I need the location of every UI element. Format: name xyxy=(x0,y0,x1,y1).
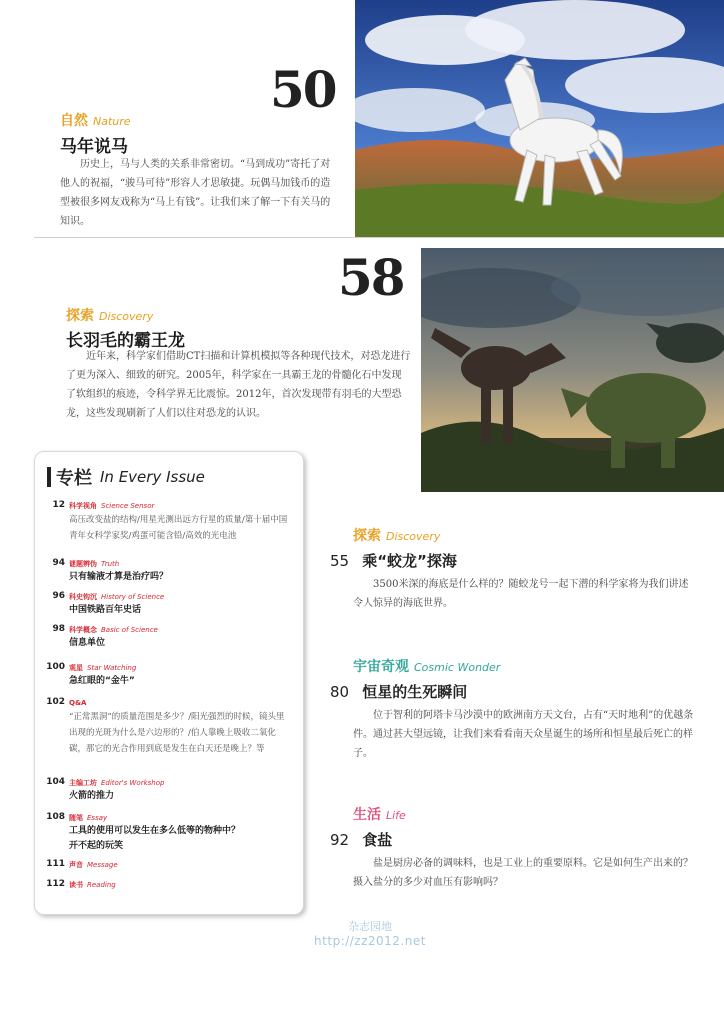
column-item-page: 108 xyxy=(46,812,65,822)
column-item-title: 开不起的玩笑 xyxy=(69,841,124,851)
column-item-section: Q&A xyxy=(69,699,87,707)
column-item-section: 主编工坊 Editor's Workshop xyxy=(69,779,165,787)
column-item-title: 急红眼的“金牛” xyxy=(69,676,135,686)
watermark-line2: http://zz2012.net xyxy=(314,934,426,948)
column-header-bar xyxy=(47,467,51,487)
right-item-title: 乘“蛟龙”探海 xyxy=(362,552,457,570)
feature2-title[interactable]: 长羽毛的霸王龙 xyxy=(66,331,185,351)
feature2-category-en: Discovery xyxy=(99,310,154,323)
column-item-title: 只有输液才算是治疗吗？ xyxy=(69,572,169,582)
column-item[interactable] xyxy=(35,812,303,859)
column-item-title: 工具的使用可以发生在多么低等的物种中？ xyxy=(69,826,241,836)
column-item-section: 科学概念 Basic of Science xyxy=(69,626,158,634)
column-item-page: 102 xyxy=(46,697,65,707)
column-header xyxy=(47,464,205,490)
feature2-category xyxy=(66,305,153,325)
column-item-section: 科史钩沉 History of Science xyxy=(69,593,165,601)
right-item-92[interactable] xyxy=(330,804,700,892)
right-item-page: 92 xyxy=(330,831,350,849)
right-item-category: 宇宙奇观 Cosmic Wonder xyxy=(353,659,501,675)
column-item-section: 谜题辨伪 Truth xyxy=(69,560,120,568)
column-item-section: 观星 Star Watching xyxy=(69,664,137,672)
right-item-summary: 位于智利的阿塔卡马沙漠中的欧洲南方天文台，占有“天时地利”的优越条件。通过甚大望远镜，让我们来看看南天众星诞生的场所和恒星最后死亡的样子。 xyxy=(353,710,694,759)
column-item-title: 信息单位 xyxy=(69,638,106,648)
right-item-category: 生活 Life xyxy=(353,807,406,823)
feature2-summary: 近年来，科学家们借助CT扫描和计算机模拟等各种现代技术，对恐龙进行了更为深入、细致的研究。2005年，科学家在一具霸王龙的骨髓化石中发现了软组织的痕迹，令科学界无比震惊。2012年，首次发现带有羽毛的大型恐龙，这些发现刷新了人们以往对恐龙的认识。 xyxy=(66,351,411,419)
feature1-title[interactable]: 马年说马 xyxy=(60,137,128,157)
watermark xyxy=(295,920,445,949)
column-item[interactable] xyxy=(35,662,303,697)
column-title-en: In Every Issue xyxy=(100,468,205,486)
column-item-text: “正常黑洞”的质量范围是多少？/阳光强烈的时候，镜头里出现的光斑为什么是六边形的？/伯人靠晚上吸收二氧化碳，那它的光合作用到底是发生在白天还是晚上？等 xyxy=(69,712,285,754)
column-item-page: 111 xyxy=(46,859,65,869)
right-item-summary: 盐是厨房必备的调味料，也是工业上的重要原料。它是如何生产出来的？摄入盐分的多少对血压有影响吗？ xyxy=(353,858,693,888)
right-item-heading xyxy=(330,681,700,702)
column-item[interactable] xyxy=(35,591,303,624)
dinosaur-photo xyxy=(421,248,724,492)
column-item-page: 96 xyxy=(52,591,65,601)
column-item[interactable] xyxy=(35,879,303,899)
column-item-section: 随笔 Essay xyxy=(69,814,108,822)
column-item-page: 12 xyxy=(52,500,65,510)
column-item-page: 104 xyxy=(46,777,65,787)
column-item-section: 声音 Message xyxy=(69,861,118,869)
right-item-summary: 3500米深的海底是什么样的？随蛟龙号一起下潜的科学家将为我们讲述令人惊异的海底世界。 xyxy=(353,579,689,609)
feature1-page-number: 50 xyxy=(270,60,336,119)
column-item-page: 112 xyxy=(46,879,65,889)
watermark-line1: 杂志园地 xyxy=(348,920,392,933)
column-item-page: 98 xyxy=(52,624,65,634)
horse-photo xyxy=(355,0,724,237)
section-divider xyxy=(34,237,724,238)
column-item[interactable] xyxy=(35,859,303,879)
right-item-title: 恒星的生死瞬间 xyxy=(362,683,468,701)
column-title-zh: 专栏 xyxy=(56,468,92,489)
dinosaur-illustration xyxy=(421,248,724,492)
column-item[interactable] xyxy=(35,697,303,777)
column-item[interactable] xyxy=(35,624,303,662)
column-item[interactable] xyxy=(35,500,303,558)
feature2-category-zh: 探索 xyxy=(66,308,94,324)
feature1-category xyxy=(60,110,131,130)
right-item-80[interactable] xyxy=(330,656,700,763)
feature1-category-zh: 自然 xyxy=(60,113,88,129)
right-item-heading xyxy=(330,829,700,850)
column-item-text: 高压改变盐的结构/用星光测出远方行星的质量/第十届中国青年女科学家奖/鸡蛋可能含铅/高效的光电池 xyxy=(69,515,288,541)
horse-illustration xyxy=(355,0,724,237)
column-list xyxy=(35,500,303,899)
column-item-title: 中国铁路百年史话 xyxy=(69,605,142,615)
right-item-title: 食盐 xyxy=(362,831,393,849)
column-item-page: 94 xyxy=(52,558,65,568)
right-item-55[interactable] xyxy=(330,525,700,613)
feature2-page-number: 58 xyxy=(338,248,404,307)
right-item-page: 55 xyxy=(330,552,350,570)
column-item[interactable] xyxy=(35,558,303,591)
column-item[interactable] xyxy=(35,777,303,812)
right-item-category: 探索 Discovery xyxy=(353,528,441,544)
column-item-page: 100 xyxy=(46,662,65,672)
feature1-category-en: Nature xyxy=(93,115,131,128)
column-item-title: 火箭的推力 xyxy=(69,791,115,801)
right-item-page: 80 xyxy=(330,683,350,701)
column-box xyxy=(34,451,304,915)
feature1-summary: 历史上，马与人类的关系非常密切。“马到成功”寄托了对他人的祝福，“骏马可待”形容人才思敏捷。玩偶马加钱币的造型被很多网友戏称为“马上有钱”。让我们来了解一下有关马的知识。 xyxy=(60,159,331,227)
column-item-section: 读书 Reading xyxy=(69,881,116,889)
column-item-section: 科学视角 Science Sensor xyxy=(69,502,155,510)
right-item-heading xyxy=(330,550,700,571)
